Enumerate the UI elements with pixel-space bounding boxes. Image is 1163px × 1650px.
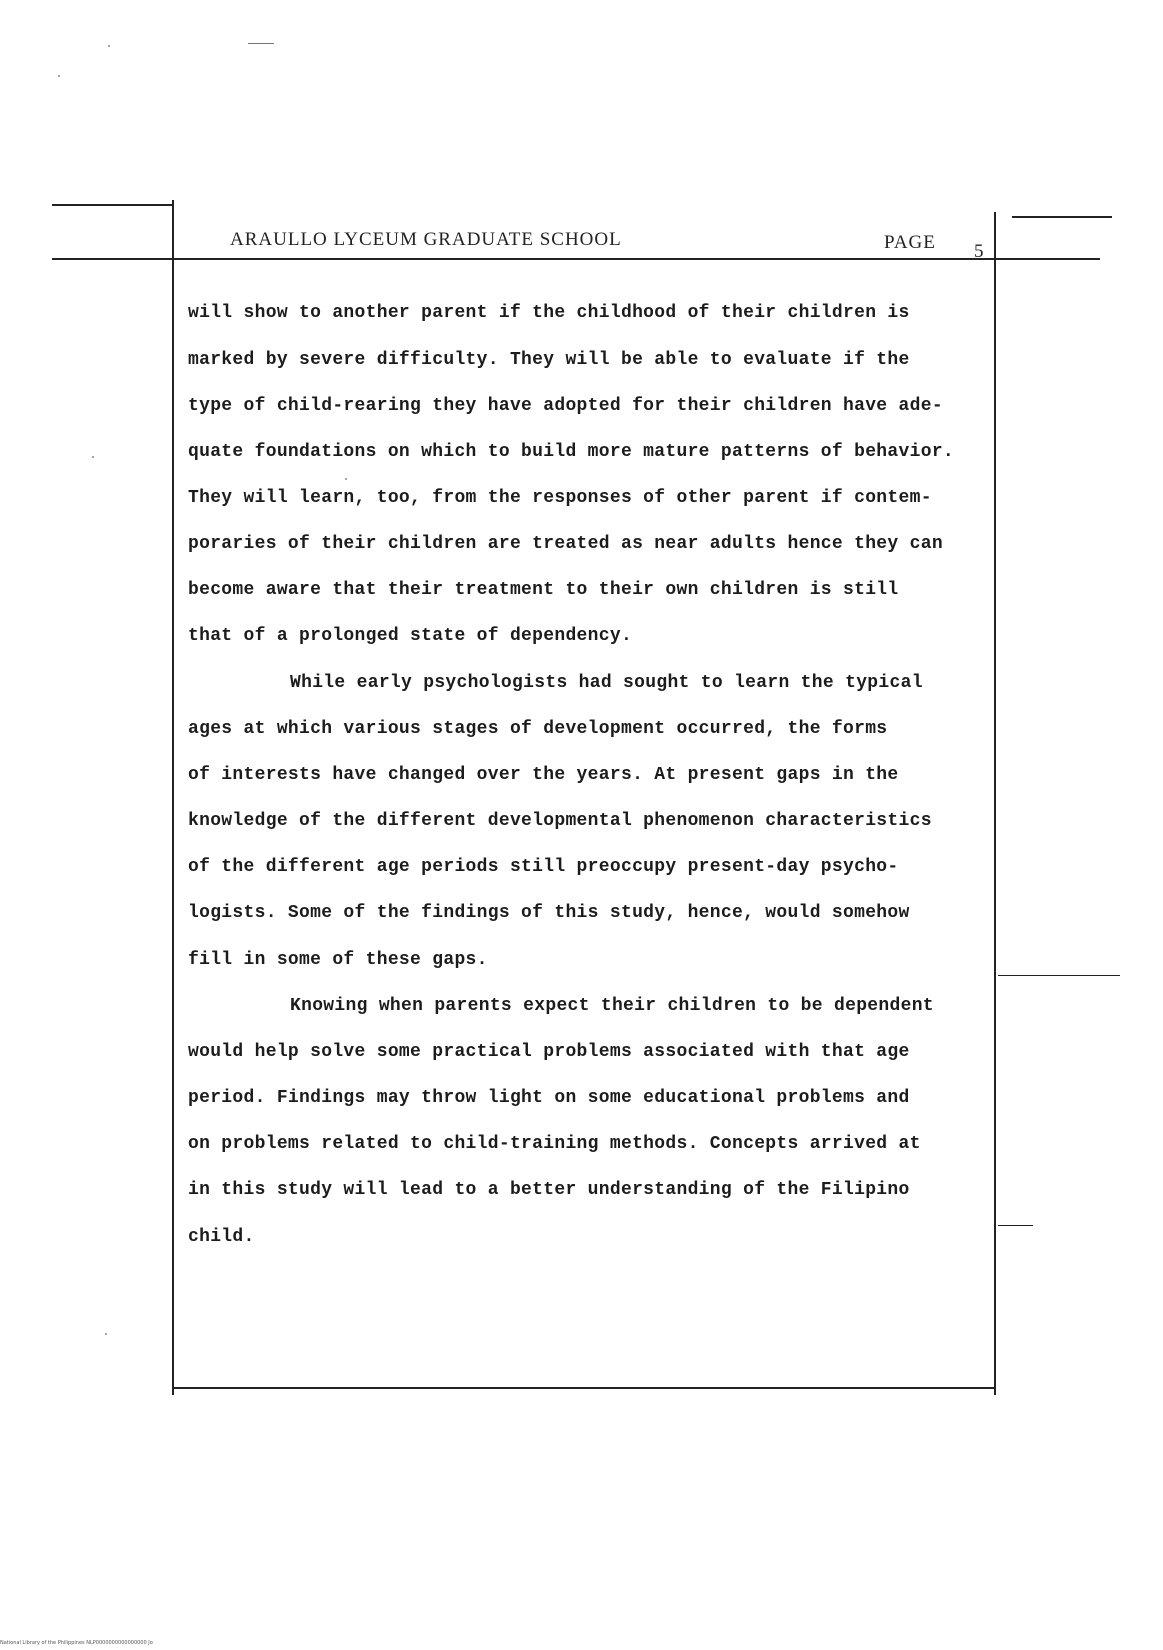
body-line: They will learn, too, from the responses of other parent if contem-: [188, 488, 932, 508]
scan-speck: [92, 456, 94, 458]
paragraph-first-line: While early psychologists had sought to learn the typical: [290, 673, 923, 693]
body-line: would help solve some practical problems associated with that age: [188, 1042, 910, 1062]
body-line: on problems related to child-training methods. Concepts arrived at: [188, 1134, 921, 1154]
page-number: 5: [974, 241, 985, 262]
page-label: PAGE: [884, 232, 936, 253]
scan-speck: [105, 1333, 107, 1335]
body-line: ages at which various stages of development occurred, the forms: [188, 719, 888, 739]
frame-left-border: [172, 200, 174, 1395]
scan-caption: National Library of the Philippines NLP0000000000000000 Jo: [0, 1640, 153, 1646]
body-line: logists. Some of the findings of this study, hence, would somehow: [188, 903, 910, 923]
header-bottom-rule: [52, 258, 1100, 260]
header-top-rule-right: [1012, 216, 1112, 218]
top-stray-mark: [248, 43, 274, 44]
right-margin-mark-1: [998, 975, 1120, 976]
scan-speck: [58, 75, 60, 77]
header-top-rule: [52, 204, 172, 206]
body-line: in this study will lead to a better understanding of the Filipino: [188, 1180, 910, 1200]
body-line: of interests have changed over the years. At present gaps in the: [188, 765, 899, 785]
scan-speck: [345, 478, 347, 480]
body-line: type of child-rearing they have adopted for their children have ade-: [188, 396, 943, 416]
school-name-heading: ARAULLO LYCEUM GRADUATE SCHOOL: [230, 229, 622, 250]
scan-speck: [108, 45, 110, 47]
body-line: knowledge of the different developmental phenomenon characteristics: [188, 811, 932, 831]
bottom-rule: [174, 1387, 996, 1389]
right-margin-mark-2: [998, 1225, 1033, 1226]
body-line: period. Findings may throw light on some educational problems and: [188, 1088, 910, 1108]
body-line: become aware that their treatment to their own children is still: [188, 580, 899, 600]
body-line: fill in some of these gaps.: [188, 950, 488, 970]
body-line: of the different age periods still preoccupy present-day psycho-: [188, 857, 899, 877]
body-line: that of a prolonged state of dependency.: [188, 626, 633, 646]
body-line: poraries of their children are treated as near adults hence they can: [188, 534, 943, 554]
frame-right-border: [994, 212, 996, 1395]
body-line: will show to another parent if the childhood of their children is: [188, 303, 910, 323]
body-line: child.: [188, 1227, 255, 1247]
paragraph-first-line: Knowing when parents expect their children to be dependent: [290, 996, 934, 1016]
body-line: quate foundations on which to build more mature patterns of behavior.: [188, 442, 955, 462]
body-line: marked by severe difficulty. They will be able to evaluate if the: [188, 350, 910, 370]
